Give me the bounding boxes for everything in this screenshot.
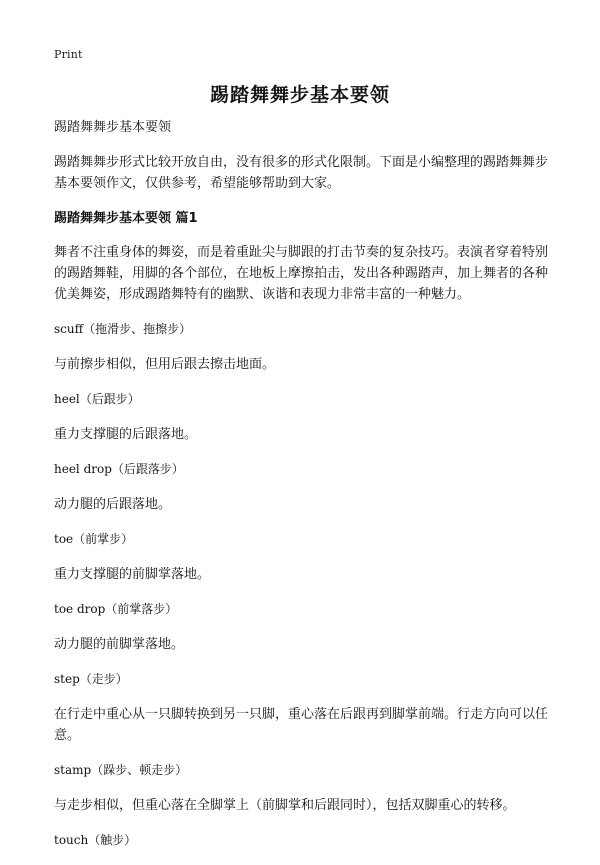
term-description: 重力支撑腿的后跟落地。 [54,427,198,442]
term-en: step [54,672,80,686]
term-en: heel [54,392,80,406]
term-list [54,319,554,851]
term-heading [54,760,554,781]
term-heading [54,669,554,690]
term-zh: （前掌落步） [105,602,178,616]
term-heading [54,319,554,340]
term-zh: （走步） [79,672,128,686]
term-en: toe drop [54,602,106,616]
term-en: scuff [54,322,84,336]
term-zh: （触步） [88,833,137,847]
article-body [54,117,554,865]
term-description: 动力腿的前脚掌落地。 [54,637,185,652]
term-en: stamp [54,763,92,777]
article-subtitle: 踢踏舞舞步基本要领 [54,120,172,135]
term-description: 在行走中重心从一只脚转换到另一只脚，重心落在后跟再到脚掌前端。行走方向可以任意。 [54,707,549,743]
term-heading [54,599,554,620]
term-heading [54,529,554,550]
term-description: 与前擦步相似，但用后跟去擦击地面。 [54,357,276,372]
term-zh: （前掌步） [73,532,134,546]
term-description: 动力腿的后跟落地。 [54,497,172,512]
term-en: heel drop [54,462,112,476]
term-en: touch [54,833,89,847]
article-intro: 踢踏舞舞步形式比较开放自由，没有很多的形式化限制。下面是小编整理的踢踏舞舞步基本要领作文，仅供参考，希望能够帮助到大家。 [54,155,549,191]
term-zh: （跺步、顿走步） [91,763,188,777]
term-zh: （拖滑步、拖擦步） [83,322,192,336]
term-zh: （后跟步） [79,392,140,406]
section-heading: 踢踏舞舞步基本要领 篇1 [54,211,198,226]
term-description: 重力支撑腿的前脚掌落地。 [54,567,211,582]
term-description: 与走步相似，但重心落在全脚掌上（前脚掌和后跟同时），包括双脚重心的转移。 [54,798,516,813]
term-heading [54,459,554,480]
section-intro: 舞者不注重身体的舞姿，而是着重趾尖与脚跟的打击节奏的复杂技巧。表演者穿着特别的踢踏舞鞋，用脚的各个部位，在地板上摩擦拍击，发出各种踢踏声，加上舞者的各种优美舞姿，形成踢踏舞特有的幽默、诙谐和表现力非常丰富的一种魅力。 [54,245,549,302]
term-heading [54,830,554,851]
term-heading [54,389,554,410]
term-en: toe [54,532,74,546]
term-zh: （后跟落步） [111,462,184,476]
print-label: Print [54,48,83,61]
page-title: 踢踏舞舞步基本要领 [209,84,390,106]
